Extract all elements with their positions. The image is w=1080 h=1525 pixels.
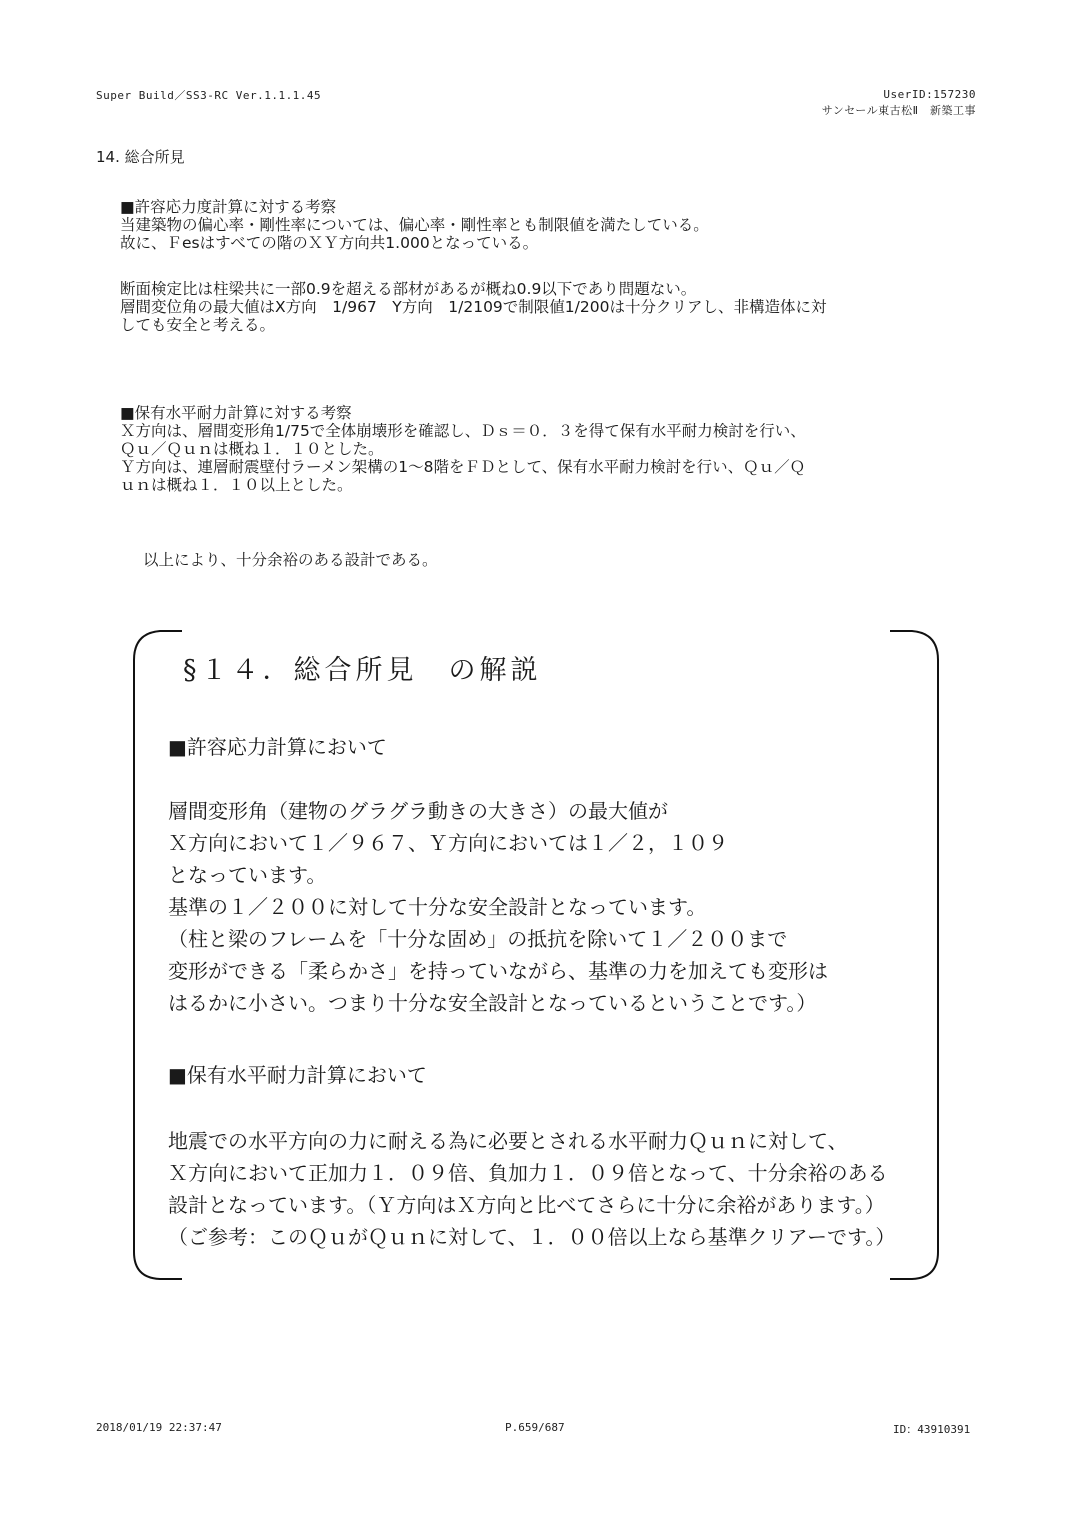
text-line: Ｘ方向において１／９６７、Ｙ方向においては１／２，１０９ (168, 831, 728, 855)
text-line: 設計となっています。（Ｙ方向はＸ方向と比べてさらに十分に余裕があります。） (168, 1193, 885, 1217)
text-line: 層間変形角（建物のグラグラ動きの大きさ）の最大値が (168, 799, 668, 823)
footer-datetime: 2018/01/19 22:37:47 (96, 1421, 222, 1434)
explanation-heading-lateral: ■保有水平耐力計算において (168, 1063, 427, 1087)
explanation-paragraph-allowable (168, 795, 828, 1019)
text-line: となっています。 (168, 863, 327, 887)
explanation-title: §１４．総合所見 の解説 (183, 655, 542, 686)
footer-page-number: P.659/687 (505, 1421, 565, 1434)
text-line: 故に、Ｆesはすべての階のＸＹ方向共1.000となっている。 (120, 234, 539, 252)
text-line: （ご参考：このＱｕがＱｕｎに対して、１．００倍以上なら基準クリアーです。） (168, 1225, 896, 1249)
conclusion-text: 以上により、十分余裕のある設計である。 (143, 551, 438, 569)
text-line: 当建築物の偏心率・剛性率については、偏心率・剛性率とも制限値を満たしている。 (120, 216, 709, 234)
text-line: 層間変位角の最大値はX方向 1/967 Y方向 1/2109で制限値1/200は十分クリアし、非構造体に対 (120, 298, 827, 316)
section-title: 14. 総合所見 (96, 148, 185, 166)
allowable-stress-heading: ■許容応力度計算に対する考察 (120, 198, 337, 216)
header-project-name: サンセール東古松Ⅱ 新築工事 (821, 104, 976, 117)
explanation-heading-allowable: ■許容応力計算において (168, 735, 387, 759)
text-line: 基準の１／２００に対して十分な安全設計となっています。 (168, 895, 707, 919)
text-line: ｕｎは概ね１．１０以上とした。 (120, 476, 353, 494)
text-line: Ｘ方向は、層間変形角1/75で全体崩壊形を確認し、Ｄｓ＝０．３を得て保有水平耐力検討を行い、 (120, 422, 806, 440)
text-line: Ｙ方向は、連層耐震壁付ラーメン架構の1～8階をＦＤとして、保有水平耐力検討を行い、Ｑｕ／Ｑ (120, 458, 806, 476)
text-line: しても安全と考える。 (120, 316, 276, 334)
section-check-block (120, 280, 980, 334)
text-line: 地震での水平方向の力に耐える為に必要とされる水平耐力Ｑｕｎに対して、 (168, 1129, 848, 1153)
text-line: （柱と梁のフレームを「十分な固め」の抵抗を除いて１／２００まで (168, 927, 788, 951)
allowable-stress-block (120, 198, 980, 252)
header-info (822, 87, 976, 119)
footer-document-id: ID：43910391 (893, 1423, 971, 1436)
text-line: Ｘ方向において正加力１．０９倍、負加力１．０９倍となって、十分余裕のある (168, 1161, 888, 1185)
text-line: 変形ができる「柔らかさ」を持っていながら、基準の力を加えても変形は (168, 959, 828, 983)
right-bracket (890, 631, 938, 1279)
header-software-version: Super Build／SS3-RC Ver.1.1.1.45 (96, 89, 322, 102)
header-user-id: UserID:157230 (883, 88, 976, 101)
lateral-strength-block (120, 404, 980, 494)
lateral-strength-heading: ■保有水平耐力計算に対する考察 (120, 404, 352, 422)
explanation-paragraph-lateral (168, 1125, 895, 1253)
text-line: Ｑｕ／Ｑｕｎは概ね１．１０とした。 (120, 440, 384, 458)
text-line: 断面検定比は柱梁共に一部0.9を超える部材があるが概ね0.9以下であり問題ない。 (120, 280, 697, 298)
text-line: はるかに小さい。つまり十分な安全設計となっているということです。） (168, 991, 817, 1015)
